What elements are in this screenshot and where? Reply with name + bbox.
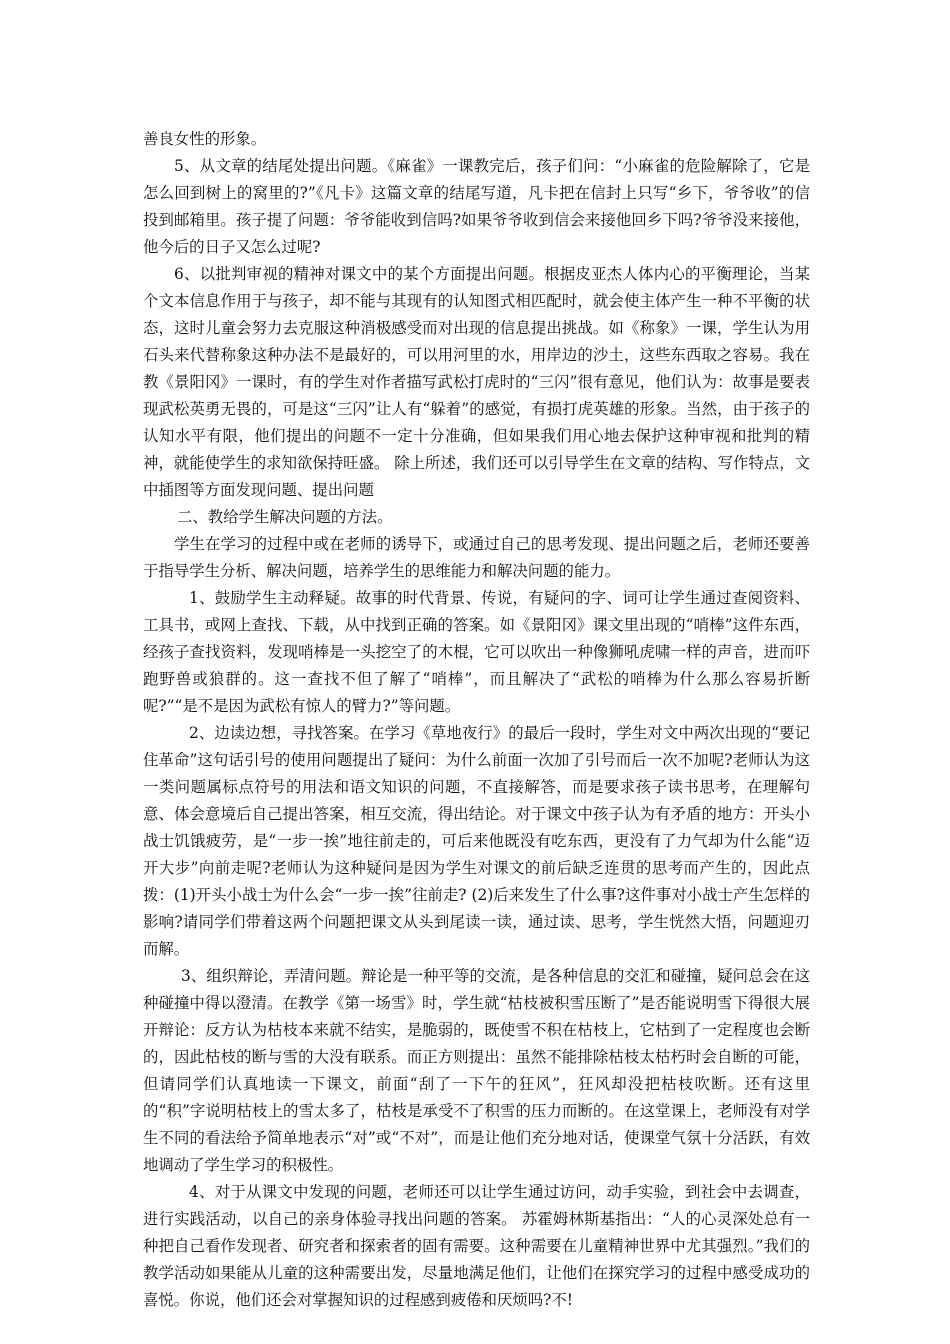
document-body: [143, 126, 810, 1314]
paragraph-method-4: 4、对于从课文中发现的问题，老师还可以让学生通过访问，动手实验，到社会中去调查，进行实践活动，以自己的亲身体验寻找出问题的答案。 苏霍姆林斯基指出：“人的心灵深处总有一种把自己看作发现者、研究者和探索者的固有需要。这种需要在儿童精神世界中尤其强烈。”我们的教学活动如果能从儿童的这种需要出发，尽量地满足他们，让他们在探究学习的过程中感受成功的喜悦。你说，他们还会对掌握知识的过程感到疲倦和厌烦吗?不!: [143, 1183, 810, 1309]
section-heading-two: 二、教给学生解决问题的方法。: [177, 508, 393, 526]
paragraph-method-1: 1、鼓励学生主动释疑。故事的时代背景、传说，有疑问的字、词可让学生通过查阅资料、工具书，或网上查找、下载，从中找到正确的答案。如《景阳冈》课文里出现的“哨棒”这件东西，经孩子查找资料，发现哨棒是一头挖空了的木棍，它可以吹出一种像狮吼虎啸一样的声音，进而吓跑野兽或狼群的。这一查找不但了解了“哨棒”，而且解决了“武松的哨棒为什么那么容易折断呢?”“是不是因为武松有惊人的臂力?”等问题。: [143, 589, 810, 715]
paragraph-method-3: 3、组织辩论，弄清问题。辩论是一种平等的交流，是各种信息的交汇和碰撞，疑问总会在这种碰撞中得以澄清。在教学《第一场雪》时，学生就“枯枝被积雪压断了”是否能说明雪下得很大展开辩论：反方认为枯枝本来就不结实，是脆弱的，既使雪不积在枯枝上，它枯到了一定程度也会断的，因此枯枝的断与雪的大没有联系。而正方则提出：虽然不能排除枯枝太枯朽时会自断的可能，但请同学们认真地读一下课文，前面“刮了一下午的狂风”，狂风却没把枯枝吹断。还有这里的“积”字说明枯枝上的雪太多了，枯枝是承受不了积雪的压力而断的。在这堂课上，老师没有对学生不同的看法给予简单地表示“对”或“不对”，而是让他们充分地对话，使课堂气氛十分活跃，有效地调动了学生学习的积极性。: [143, 967, 810, 1174]
paragraph-method-2: 2、边读边想，寻找答案。在学习《草地夜行》的最后一段时，学生对文中两次出现的“要记住革命”这句话引号的使用问题提出了疑问：为什么前面一次加了引号而后一次不加呢?老师认为这一类问题属标点符号的用法和语文知识的问题，不直接解答，而是要求孩子读书思考，在理解句意、体会意境后自己提出答案，相互交流，得出结论。对于课文中孩子认为有矛盾的地方：开头小战士饥饿疲劳，是“一步一挨”地往前走的，可后来他既没有吃东西，更没有了力气却为什么能“迈开大步”向前走呢?老师认为这种疑问是因为学生对课文的前后缺乏连贯的思考而产生的，因此点拨：(1)开头小战士为什么会“一步一挨”往前走? (2)后来发生了什么事?这件事对小战士产生怎样的影响?请同学们带着这两个问题把课文从头到尾读一读，通过读、思考，学生恍然大悟，问题迎刃而解。: [143, 724, 810, 958]
paragraph-point-5: 5、从文章的结尾处提出问题。《麻雀》一课教完后，孩子们问：“小麻雀的危险解除了，它是怎么回到树上的窝里的?”《凡卡》这篇文章的结尾写道，凡卡把在信封上只写“乡下，爷爷收”的信投到邮箱里。孩子提了问题：爷爷能收到信吗?如果爷爷收到信会来接他回乡下吗?爷爷没来接他，他今后的日子又怎么过呢?: [143, 157, 810, 256]
paragraph-continuation: 善良女性的形象。: [143, 130, 267, 148]
paragraph-point-6: 6、以批判审视的精神对课文中的某个方面提出问题。根据皮亚杰人体内心的平衡理论，当某个文本信息作用于与孩子，却不能与其现有的认知图式相匹配时，就会使主体产生一种不平衡的状态，这时儿童会努力去克服这种消极感受而对出现的信息提出挑战。如《称象》一课，学生认为用石头来代替称象这种办法不是最好的，可以用河里的水，用岸边的沙土，这些东西取之容易。我在教《景阳冈》一课时，有的学生对作者描写武松打虎时的“三闪”很有意见，他们认为：故事是要表现武松英勇无畏的，可是这“三闪”让人有“躲着”的感觉，有损打虎英雄的形象。当然，由于孩子的认知水平有限，他们提出的问题不一定十分准确，但如果我们用心地去保护这种审视和批判的精神，就能使学生的求知欲保持旺盛。 除上所述，我们还可以引导学生在文章的结构、写作特点，文中插图等方面发现问题、提出问题: [143, 265, 810, 499]
paragraph-intro: 学生在学习的过程中或在老师的诱导下，或通过自己的思考发现、提出问题之后，老师还要善于指导学生分析、解决问题，培养学生的思维能力和解决问题的能力。: [143, 535, 810, 580]
